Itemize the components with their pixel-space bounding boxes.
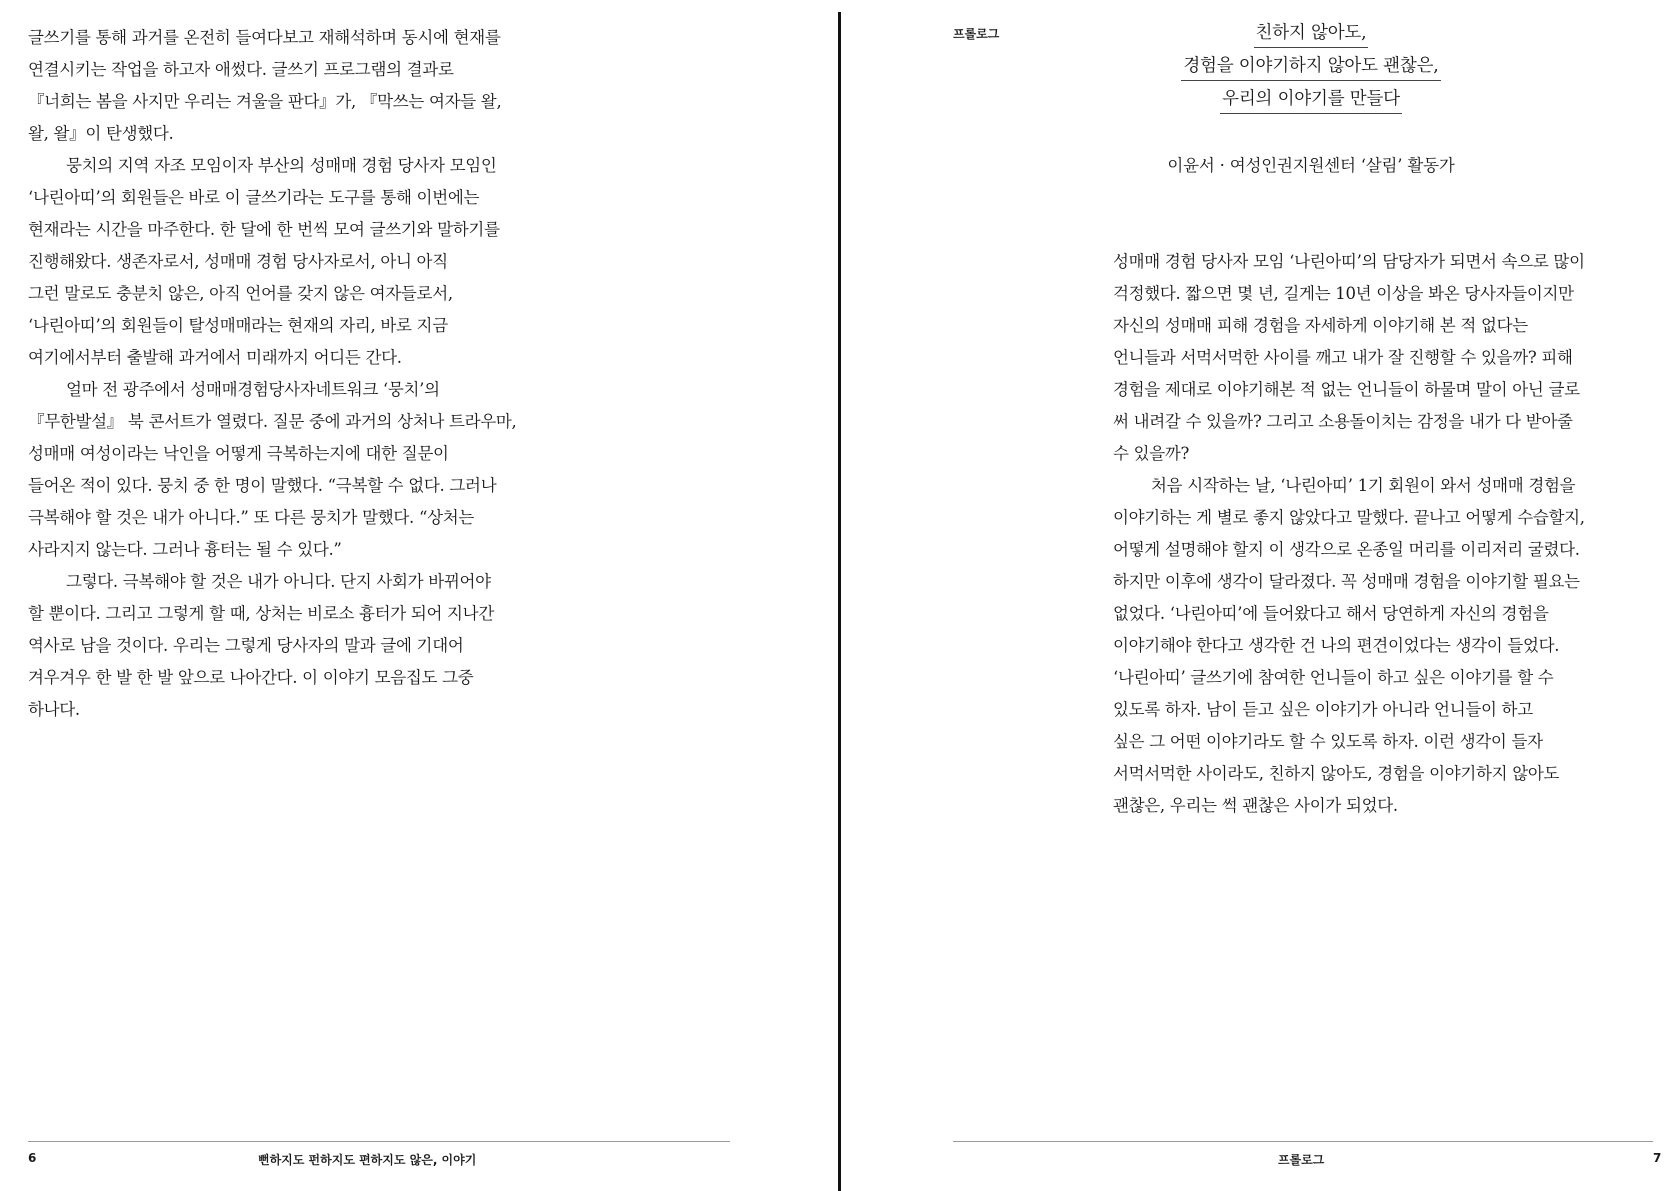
text-line: 『무한발설』 북 콘서트가 열렸다. 질문 중에 과거의 상처나 트라우마, — [28, 412, 517, 431]
text-line: 하나다. — [28, 700, 80, 719]
text-line: 그런 말로도 충분치 않은, 아직 언어를 갖지 않은 여자들로서, — [28, 284, 453, 303]
text-line: 연결시키는 작업을 하고자 애썼다. 글쓰기 프로그램의 결과로 — [28, 60, 454, 79]
text-line: 수 있을까? — [1113, 444, 1190, 463]
text-line: 경험을 제대로 이야기해본 적 없는 언니들이 하물며 말이 아닌 글로 — [1113, 380, 1580, 399]
text-line: 하지만 이후에 생각이 달라졌다. 꼭 성매매 경험을 이야기할 필요는 — [1113, 572, 1580, 591]
text-line: 여기에서부터 출발해 과거에서 미래까지 어디든 간다. — [28, 348, 402, 367]
text-line: 들어온 적이 있다. 뭉치 중 한 명이 말했다. “극복할 수 없다. 그러나 — [28, 476, 497, 495]
text-line: 『너희는 봄을 사지만 우리는 겨울을 판다』가, 『막쓰는 여자들 왈, — [28, 92, 502, 111]
text-line: ‘나린아띠’의 회원들은 바로 이 글쓰기라는 도구를 통해 이번에는 — [28, 188, 480, 207]
text-line: 현재라는 시간을 마주한다. 한 달에 한 번씩 모여 글쓰기와 말하기를 — [28, 220, 500, 239]
text-line: 그렇다. 극복해야 할 것은 내가 아니다. 단지 사회가 바뀌어야 — [66, 572, 491, 591]
text-line: ‘나린아띠’의 회원들이 탈성매매라는 현재의 자리, 바로 지금 — [28, 316, 448, 335]
title-line: 우리의 이야기를 만들다 — [1220, 86, 1402, 114]
text-line: 언니들과 서먹서먹한 사이를 깨고 내가 잘 진행할 수 있을까? 피해 — [1113, 348, 1573, 367]
text-line: 할 뿐이다. 그리고 그렇게 할 때, 상처는 비로소 흉터가 되어 지나간 — [28, 604, 494, 623]
right-footer-title: 프롤로그 — [1278, 1153, 1325, 1167]
left-footer-title: 뻔하지도 펀하지도 편하지도 않은, 이야기 — [258, 1153, 477, 1167]
right-page-number: 7 — [1653, 1151, 1662, 1165]
text-line: 성매매 경험 당사자 모임 ‘나린아띠’의 담당자가 되면서 속으로 많이 — [1113, 252, 1585, 271]
text-line: 진행해왔다. 생존자로서, 성매매 경험 당사자로서, 아니 아직 — [28, 252, 448, 271]
text-line: 뭉치의 지역 자조 모임이자 부산의 성매매 경험 당사자 모임인 — [66, 156, 497, 175]
text-line: 이야기해야 한다고 생각한 건 나의 편견이었다는 생각이 들었다. — [1113, 636, 1560, 655]
left-footer-rule — [28, 1141, 730, 1142]
chapter-title — [1091, 20, 1531, 119]
left-page-number: 6 — [28, 1151, 37, 1165]
text-line: 서먹서먹한 사이라도, 친하지 않아도, 경험을 이야기하지 않아도 — [1113, 764, 1560, 783]
text-line: 왈, 왈』이 탄생했다. — [28, 124, 174, 143]
title-line: 경험을 이야기하지 않아도 괜찮은, — [1181, 53, 1440, 81]
text-line: 사라지지 않는다. 그러나 흉터는 될 수 있다.” — [28, 540, 342, 559]
running-head: 프롤로그 — [953, 27, 1000, 41]
text-line: 겨우겨우 한 발 한 발 앞으로 나아간다. 이 이야기 모음집도 그중 — [28, 668, 474, 687]
text-line: 써 내려갈 수 있을까? 그리고 소용돌이치는 감정을 내가 다 받아줄 — [1113, 412, 1573, 431]
text-line: 있도록 하자. 남이 듣고 싶은 이야기가 아니라 언니들이 하고 — [1113, 700, 1533, 719]
text-line: 싶은 그 어떤 이야기라도 할 수 있도록 하자. 이런 생각이 들자 — [1113, 732, 1543, 751]
text-line: 역사로 남을 것이다. 우리는 그렇게 당사자의 말과 글에 기대어 — [28, 636, 464, 655]
text-line: 얼마 전 광주에서 성매매경험당사자네트워크 ‘뭉치’의 — [66, 380, 440, 399]
text-line: 이야기하는 게 별로 좋지 않았다고 말했다. 끝나고 어떻게 수습할지, — [1113, 508, 1585, 527]
author-byline: 이윤서 · 여성인권지원센터 ‘살림’ 활동가 — [1167, 156, 1455, 175]
text-line: 글쓰기를 통해 과거를 온전히 들여다보고 재해석하며 동시에 현재를 — [28, 28, 501, 47]
text-line: 없었다. ‘나린아띠’에 들어왔다고 해서 당연하게 자신의 경험을 — [1113, 604, 1549, 623]
right-page-body — [1113, 246, 1673, 822]
right-footer-rule — [953, 1141, 1653, 1142]
text-line: 어떻게 설명해야 할지 이 생각으로 온종일 머리를 이리저리 굴렸다. — [1113, 540, 1580, 559]
right-page — [841, 0, 1678, 1191]
text-line: 극복해야 할 것은 내가 아니다.” 또 다른 뭉치가 말했다. “상처는 — [28, 508, 475, 527]
left-page-body — [28, 22, 588, 726]
title-line: 친하지 않아도, — [1254, 20, 1369, 48]
text-line: 괜찮은, 우리는 썩 괜찮은 사이가 되었다. — [1113, 796, 1398, 815]
text-line: 자신의 성매매 피해 경험을 자세하게 이야기해 본 적 없다는 — [1113, 316, 1528, 335]
text-line: 걱정했다. 짧으면 몇 년, 길게는 10년 이상을 봐온 당사자들이지만 — [1113, 284, 1574, 303]
text-line: 성매매 여성이라는 낙인을 어떻게 극복하는지에 대한 질문이 — [28, 444, 449, 463]
text-line: 처음 시작하는 날, ‘나린아띠’ 1기 회원이 와서 성매매 경험을 — [1151, 476, 1576, 495]
text-line: ‘나린아띠’ 글쓰기에 참여한 언니들이 하고 싶은 이야기를 할 수 — [1113, 668, 1554, 687]
